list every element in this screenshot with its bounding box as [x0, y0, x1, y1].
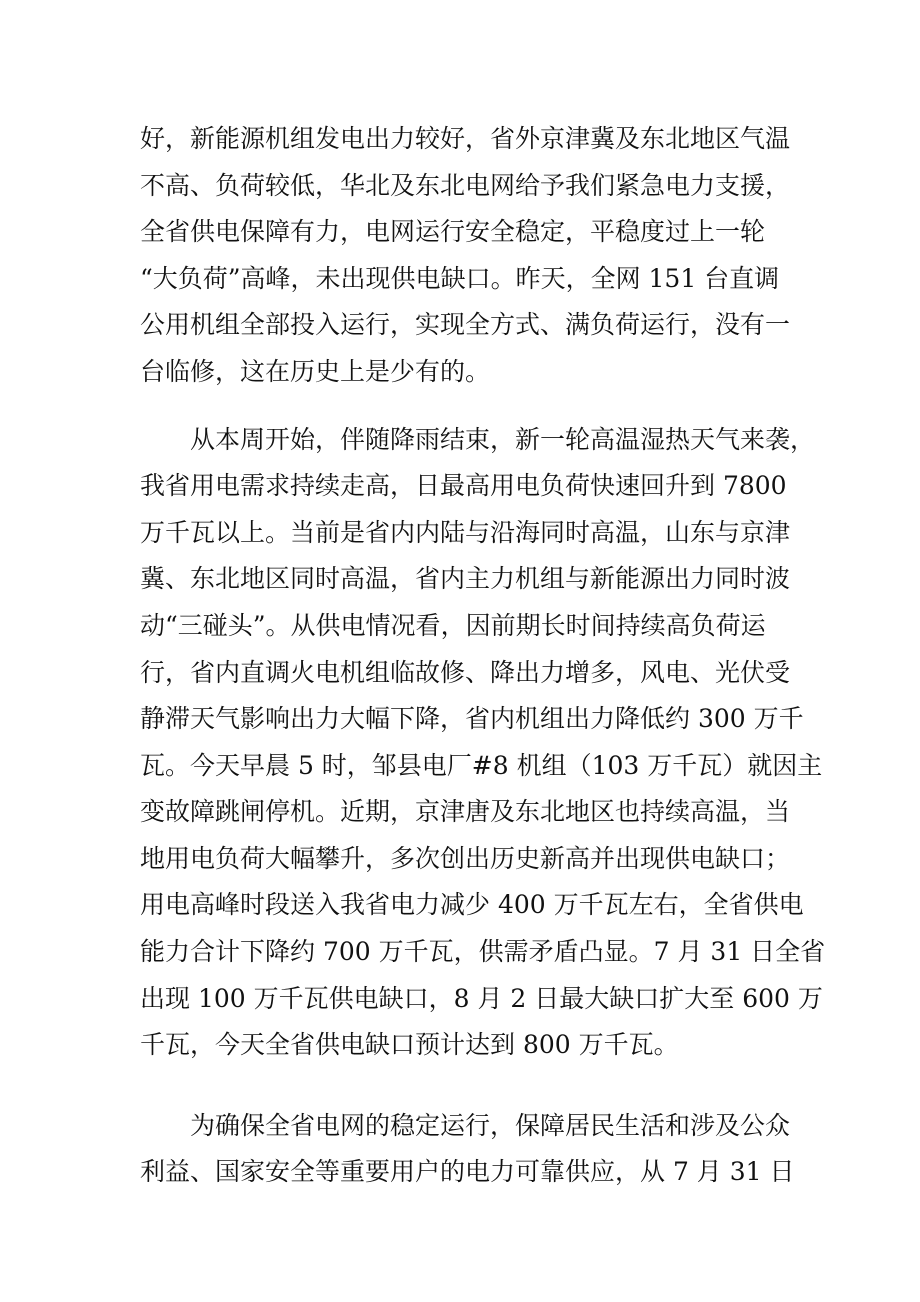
paragraph-2-line-8: 瓦。今天早晨 5 时，邹县电厂#8 机组（103 万千瓦）就因主: [140, 751, 823, 780]
paragraph-1-line-5: 公用机组全部投入运行，实现全方式、满负荷运行，没有一: [140, 310, 791, 339]
paragraph-2-line-1: 从本周开始，伴随降雨结束，新一轮高温湿热天气来袭，: [190, 425, 816, 454]
paragraph-1-line-3: 全省供电保障有力，电网运行安全稳定，平稳度过上一轮: [140, 217, 766, 246]
paragraph-2-line-5: 动“三碰头”。从供电情况看，因前期长时间持续高负荷运: [140, 611, 766, 640]
paragraph-2-line-2: 我省用电需求持续走高，日最高用电负荷快速回升到 7800: [140, 471, 787, 500]
paragraph-2-line-12: 能力合计下降约 700 万千瓦，供需矛盾凸显。7 月 31 日全省: [140, 937, 826, 966]
paragraph-2-line-14: 千瓦，今天全省供电缺口预计达到 800 万千瓦。: [140, 1030, 679, 1059]
paragraph-2-line-11: 用电高峰时段送入我省电力减少 400 万千瓦左右，全省供电: [140, 890, 804, 919]
paragraph-2-line-6: 行，省内直调火电机组临故修、降出力增多，风电、光伏受: [140, 658, 791, 687]
paragraph-2-line-10: 地用电负荷大幅攀升，多次创出历史新高并出现供电缺口；: [140, 844, 791, 873]
paragraph-3-line-2: 利益、国家安全等重要用户的电力可靠供应，从 7 月 31 日: [140, 1157, 795, 1186]
paragraph-1-line-6: 台临修，这在历史上是少有的。: [140, 357, 491, 386]
paragraph-2-line-13: 出现 100 万千瓦供电缺口，8 月 2 日最大缺口扩大至 600 万: [140, 984, 823, 1013]
paragraph-2-line-9: 变故障跳闸停机。近期，京津唐及东北地区也持续高温，当: [140, 797, 791, 826]
paragraph-3-line-1: 为确保全省电网的稳定运行，保障居民生活和涉及公众: [190, 1111, 791, 1140]
paragraph-2-line-4: 冀、东北地区同时高温，省内主力机组与新能源出力同时波: [140, 564, 791, 593]
paragraph-1-line-2: 不高、负荷较低，华北及东北电网给予我们紧急电力支援，: [140, 171, 791, 200]
paragraph-1-line-1: 好，新能源机组发电出力较好，省外京津冀及东北地区气温: [140, 124, 791, 153]
paragraph-2-line-7: 静滞天气影响出力大幅下降，省内机组出力降低约 300 万千: [140, 704, 804, 733]
paragraph-1-line-4: “大负荷”高峰，未出现供电缺口。昨天，全网 151 台直调: [140, 264, 780, 293]
paragraph-2-line-3: 万千瓦以上。当前是省内内陆与沿海同时高温，山东与京津: [140, 518, 791, 547]
